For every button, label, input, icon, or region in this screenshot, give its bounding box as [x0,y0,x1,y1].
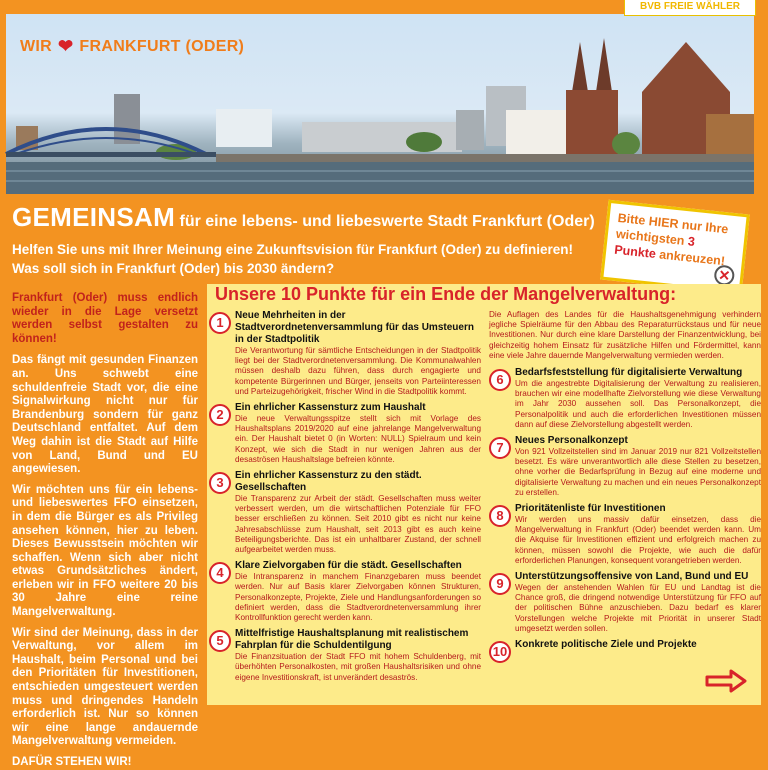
point-text: Die neue Verwaltungsspitze stellt sich mit Vorlage des Haushaltsplans 2019/2020 auf eine jahrelange Mangelverwaltung ein. Der Haushalt bietet 0 (in Worten: NULL) Spielraum und kein Konzept, wie sich die Stadt in nur wenigen Jahren aus der desaströsen Haushaltslage befreien könnte. [235,414,481,464]
point-item [489,639,761,663]
intro-statement: Frankfurt (Oder) muss endlich wieder in die Lage versetzt werden selbst gestalten zu können! [12,292,198,345]
point-item [209,402,481,465]
point-title: Ein ehrlicher Kassensturz zum Haushalt [235,402,426,414]
point-title: Bedarfsfeststellung für digitalisierte Verwaltung [515,367,743,379]
point-item [489,571,761,634]
point-number: 6 [489,369,511,391]
point-text: Die Finanzsituation der Stadt FFO mit hohem Schuldenberg, mit überhöhten Personalkosten, mit großen Haushaltsrisiken und ohne eigene Investitionskraft, ist unverändert desaströs. [235,652,481,682]
point-text: Die Verantwortung für sämtliche Entscheidungen in der Stadtpolitik liegt bei der Stadtverordnetenversammlung. Die Kommunalwahlen müssen deshalb dazu führen, dass durch engagierte und kompetente Bürgerinnen und Bürger, jenseits von Parteiinteressen und Parteizugehörigkeit, frischer Wind in die Stadtpolitik kommt. [235,346,481,396]
point-item [489,367,761,430]
points-column-left [209,310,481,688]
point-title: Ein ehrlicher Kassensturz zu den städt. Gesellschaften [235,470,422,494]
point-item [209,310,481,397]
intro-paragraph-1: Das fängt mit gesunden Finanzen an. Uns schwebt eine schuldenfreie Stadt vor, die eine Signalwirkung nicht nur für Brandenburg sondern für ganz Deutschland entfaltet. Auf dem Weg dahin ist die Stadt auf Hilfe von Land, Bund und EU angewiesen. [12,354,198,476]
intro-paragraph-3: Wir sind der Meinung, dass in der Verwaltung, vor allem im Haushalt, beim Personal und bei den Prioritäten für Investitionen, entschieden umgesteuert werden muss und dringendes Handeln erforderlich ist. Nur so können wir eine lange andauernde Mangelverwaltung vermeiden. [12,626,198,748]
intro-column [12,292,198,770]
sticker-text-b: ankreuzen! [655,247,726,269]
point-item [489,503,761,566]
point-title: Unterstützungsoffensive von Land, Bund und EU [515,571,749,583]
point-item [209,628,481,683]
intro-paragraph-2: Wir möchten uns für ein lebens- und liebeswertes FFO einsetzen, in dem die Bürger es als Privileg ansehen können, hier zu leben. Dieses Bewusstsein möchten wir schaffen. Wenn sich aber nicht etwas Grundsätzliches ändert, erleben wir in FFO weitere 20 bis 30 Jahre eine reine Mangelverwaltung. [12,483,198,619]
point-number: 9 [489,573,511,595]
heart-icon: ❤ [58,36,74,56]
vote-sticker [600,200,750,294]
point-item [209,470,481,555]
hero-tagline [20,36,244,57]
point-number: 2 [209,404,231,426]
point-text: Die Intransparenz in manchem Finanzgebaren muss beendet werden. Nur auf Basis klarer Zielvorgaben können Strukturen, Personalkonzepte, Projekte, Ziele und Handlungsanforderungen so definiert werden, dass die Stadtverordnetenversammlung ihrer Kontrollfunktion gerecht werden kann. [235,572,481,623]
point-item [209,560,481,623]
point-title: Mittelfristige Haushaltsplanung mit realistischem Fahrplan für die Schuldentilgung [235,628,469,652]
headline-main: GEMEINSAM [12,202,176,232]
subline-1: Helfen Sie uns mit Ihrer Meinung eine Zukunftsvision für Frankfurt (Oder) zu definieren! [12,242,574,257]
sticker-highlight: 3 Punkte [613,234,696,261]
point-item [489,435,761,498]
point-number: 1 [209,312,231,334]
point-number: 7 [489,437,511,459]
point-title: Prioritätenliste für Investitionen [515,503,666,515]
point-2-continuation: Die Auflagen des Landes für die Haushaltsgenehmigung verhindern jegliche Spielräume für den Abbau des Reparaturrückstaus und für neue Investitionen. Nur durch eine klare Darstellung der Finanzentwicklung, bei gleichzeitig hohem Einsatz für zusätzliche Hilfen und Fördermittel, kann eine viele Jahre dauernde Mangelverwaltung vermieden werden. [489,310,761,360]
point-number: 4 [209,562,231,584]
point-text: Um die angestrebte Digitalisierung der Verwaltung zu realisieren, brauchen wir eine modellhafte Zielvorstellung wie diese Verwaltung im Jahr 2030 aussehen soll. Das Personalkonzept, die Personalpolitik und auch die erforderlichen Investitionen müssen dann auf diese Zielvorstellung abgestellt werden. [515,379,761,429]
points-panel [207,284,761,705]
hero-photo [6,14,754,194]
subline-2: Was soll sich in Frankfurt (Oder) bis 2030 ändern? [12,261,335,276]
point-text: Wir werden uns massiv dafür einsetzen, dass die Mangelverwaltung in Frankfurt (Oder) beendet werden kann. Um die Akquise für Investitionen effizient und erfolgreich machen zu können, müssen sowohl die Projekte, wie auch die dafür erforderlichen Planungen, konsequent vorangetrieben werden. [515,515,761,565]
subline [12,240,573,278]
point-number: 8 [489,505,511,527]
point-title: Neue Mehrheiten in der Stadtverordnetenversammlung für das Umsteuern in der Stadtpolitik [235,310,474,345]
point-number: 10 [489,641,511,663]
arrow-right-icon [705,669,747,693]
party-logo: BVB FREIE WÄHLER [624,0,756,16]
point-title: Konkrete politische Ziele und Projekte [515,639,697,651]
crossed-checkbox-icon: ✕ [713,264,735,286]
hero-tagline-right: FRANKFURT (ODER) [79,37,245,55]
closing-statement: DAFÜR STEHEN WIR! [12,756,132,768]
point-number: 5 [209,630,231,652]
point-text: Von 921 Vollzeitstellen sind im Januar 2019 nur 821 Vollzeitstellen besetzt. Es wäre unverantwortlich alle diese Stellen zu besetzen, ohne vorher die Bedarfsprüfung in Bezug auf eine moderne und digitalisierte Verwaltung zu machen und ein neues Personalkonzept zu erstellen. [515,447,761,497]
hero-tagline-left: WIR [20,37,53,55]
point-text: Wegen der anstehenden Wahlen für EU und Landtag ist die Chance groß, die dringend notwendige Unterstützung für FFO auf der politischen Bühne anzuschieben. Dazu bedarf es klarer Vorstellungen welche Projekte mit Priorität in unserer Stadt umgesetzt werden sollen. [515,583,761,633]
points-column-right [489,310,761,668]
panel-title: Unsere 10 Punkte für ein Ende der Mangelverwaltung: [215,284,677,304]
point-title: Neues Personalkonzept [515,435,628,447]
point-text: Die Transparenz zur Arbeit der städt. Gesellschaften muss weiter verbessert werden, um die wirtschaftlichen Potenziale für FFO besser erschließen zu können. Seit 2010 gibt es nicht nur keine Jahresabschlüsse zum Haushalt, seit 2013 gibt es auch keine Beteiligungsberichte. Das ist ein unhaltbarer Zustand, der schnell aufgearbeitet werden muss. [235,494,481,555]
headline [12,202,595,233]
sticker-text-a: Bitte HIER nur Ihre wichtigsten [615,210,729,249]
point-title: Klare Zielvorgaben für die städt. Gesellschaften [235,560,462,572]
point-number: 3 [209,472,231,494]
headline-rest: für eine lebens- und liebeswerte Stadt Frankfurt (Oder) [175,213,595,230]
